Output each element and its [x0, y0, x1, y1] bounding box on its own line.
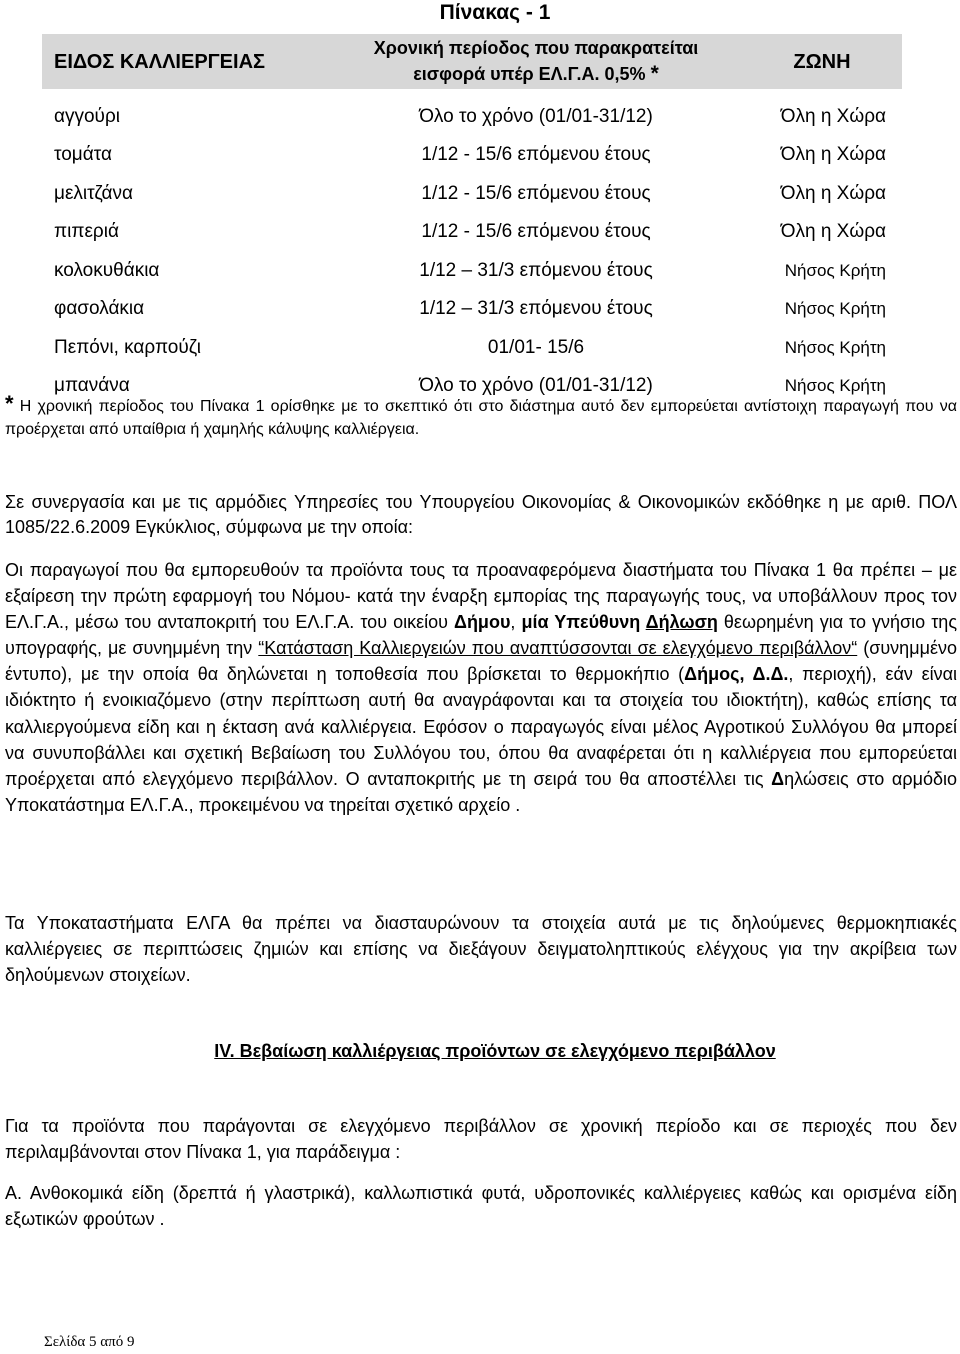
header-period-line1: Χρονική περίοδος που παρακρατείται [373, 38, 699, 58]
crop-cell: πιπεριά [54, 221, 119, 242]
table-row [42, 128, 902, 167]
period-cell: Όλο το χρόνο (01/01-31/12) [419, 105, 653, 127]
producers-text-3: θεωρημένη για το γνήσιο της υπογραφής, με συνημμένη την [5, 612, 957, 659]
zone-cell: Νήσος Κρήτη [784, 376, 886, 395]
period-cell: 1/12 – 31/3 επόμενου έτους [419, 259, 653, 281]
footnote-text: Η χρονική περίοδος του Πίνακα 1 ορίσθηκε με το σκεπτικό ότι στο διάστημα αυτό δεν εμπορεύεται αντίστοιχη παραγωγή που να προέρχεται από υπαίθρια ή χαμηλής κάλυψης καλλιέργεια. [5, 398, 957, 438]
item-a-paragraph: Α. Ανθοκομικά είδη (δρεπτά ή γλαστρικά), καλλωπιστικά φυτά, υδροπονικές καλλιέργειες καθώς και ορισμένα είδη εξωτικών φρούτων . [5, 1183, 957, 1229]
zone-cell: Όλη η Χώρα [780, 144, 886, 165]
table-footnote [5, 392, 957, 441]
table-row [42, 205, 902, 244]
header-period [330, 34, 742, 89]
table-row [42, 243, 902, 282]
period-cell: 1/12 - 15/6 επόμενου έτους [421, 221, 651, 242]
cooperation-paragraph: Σε συνεργασία και με τις αρμόδιες Υπηρεσίες του Υπουργείου Οικονομίας & Οικονομικών εκδόθηκε η με αριθ. ΠΟΛ 1085/22.6.2009 Εγκύκλιος, σύμφωνα με την οποία: [5, 492, 957, 537]
period-cell: 1/12 - 15/6 επόμενου έτους [421, 182, 651, 204]
zone-cell: Όλη η Χώρα [780, 105, 886, 127]
period-cell: 1/12 – 31/3 επόμενου έτους [419, 298, 653, 319]
producers-text-2: , [510, 612, 522, 633]
producers-text-1: Οι παραγωγοί που θα εμπορευθούν τα προϊόντα τους τα προαναφερόμενα διαστήματα του Πίνακα 1 θα πρέπει – με εξαίρεση την πρώτη εφαρμογή του Νόμου- κατά την έναρξη εμπορίας της παραγωγής τους, να υποβάλλουν προς τον ΕΛ.Γ.Α., μέσω του ανταποκριτή του ΕΛ.Γ.Α. του οικείου [5, 560, 957, 633]
table-row [42, 89, 902, 128]
table-header-row [42, 34, 902, 89]
producers-paragraph [5, 557, 957, 818]
page-number-footer: Σελίδα 5 από 9 [44, 1334, 135, 1350]
crop-cell: μελιτζάνα [54, 182, 133, 204]
crop-cell: Πεπόνι, καρπούζι [54, 336, 201, 358]
footnote-mark: * [5, 391, 14, 416]
zone-cell: Νήσος Κρήτη [784, 299, 886, 318]
crop-cell: φασολάκια [54, 298, 145, 319]
producers-declarations-bold: Δ [771, 768, 785, 789]
zone-cell: Νήσος Κρήτη [784, 260, 886, 280]
crop-cell: κολοκυθάκια [54, 259, 160, 281]
table-title: Πίνακας - 1 [439, 1, 551, 24]
crop-cell: μπανάνα [54, 375, 130, 396]
producers-text-5: , περιοχή), εάν είναι ιδιόκτητο ή ενοικιαζόμενο (στην περίπτωση αυτή θα αναγράφονται και τα στοιχεία του ιδιοκτήτη), καθώς επίσης τα καλλιεργούμενα είδη και η έκταση ανά καλλιέργεια. Εφόσον ο παραγωγός είναι μέλος Αγροτικού Συλλόγου θα μπορεί να συνυποβάλλει και σχετική Βεβαίωση του Συλλόγου του, όπου θα αναφέρεται ότι η καλλιέργεια που εμπορεύεται προέρχεται από ελεγχόμενο περιβάλλον. Ο ανταποκριτής με τη σειρά του θα αποστέλλει τις [5, 664, 957, 789]
zone-cell: Όλη η Χώρα [780, 221, 886, 242]
period-cell: 1/12 - 15/6 επόμενου έτους [421, 144, 651, 165]
period-cell: Όλο το χρόνο (01/01-31/12) [419, 375, 653, 396]
header-period-footnote-mark: * [650, 62, 659, 85]
intro-paragraph: Για τα προϊόντα που παράγονται σε ελεγχόμενο περιβάλλον σε χρονική περίοδο και σε περιοχές που δεν περιλαμβάνονται στον Πίνακα 1, για παράδειγμα : [5, 1116, 957, 1162]
producers-text-6: ηλώσεις στο αρμόδιο Υποκατάστημα ΕΛ.Γ.Α., προκειμένου να τηρείται σχετικό αρχείο . [5, 768, 957, 815]
branches-paragraph: Τα Υποκαταστήματα ΕΛΓΑ θα πρέπει να διασταυρώνουν τα στοιχεία αυτά με τις δηλούμενες θερμοκηπιακές καλλιέργειες σε περιπτώσεις ζημιών και επίσης να διεξάγουν δειγματοληπτικούς ελέγχους για την ακρίβεια των δηλούμενων στοιχείων. [5, 913, 957, 985]
header-zone: ΖΩΝΗ [742, 34, 902, 89]
producers-municipality-bold: Δήμου [454, 612, 511, 633]
table-row [42, 320, 902, 359]
crop-cell: αγγούρι [54, 105, 120, 127]
header-period-line2: εισφορά υπέρ ΕΛ.Γ.Α. 0,5% [413, 64, 646, 84]
table-row [42, 166, 902, 205]
header-crop-type: ΕΙΔΟΣ ΚΑΛΛΙΕΡΓΕΙΑΣ [42, 34, 330, 89]
producers-dd-bold: Δήμος, Δ.Δ. [684, 664, 789, 685]
zone-cell: Όλη η Χώρα [780, 182, 886, 204]
crop-period-table [42, 34, 902, 397]
producers-declaration-underlined: Δήλωση [645, 612, 718, 633]
section-heading: IV. Βεβαίωση καλλιέργειας προϊόντων σε ελεγχόμενο περιβάλλον [214, 1041, 776, 1061]
producers-statement-underlined: “Κατάσταση Καλλιεργειών που αναπτύσσονται σε ελεγχόμενο περιβάλλον“ [258, 638, 858, 659]
producers-text-4: (συνημμένο έντυπο), με την οποία θα δηλώνεται η τοποθεσία που βρίσκεται το θερμοκήπιο ( [5, 638, 957, 685]
table-row [42, 282, 902, 321]
period-cell: 01/01- 15/6 [487, 336, 585, 358]
zone-cell: Νήσος Κρήτη [784, 337, 886, 357]
producers-declaration-bold: μία Υπεύθυνη [521, 612, 646, 633]
crop-cell: τομάτα [54, 144, 112, 165]
